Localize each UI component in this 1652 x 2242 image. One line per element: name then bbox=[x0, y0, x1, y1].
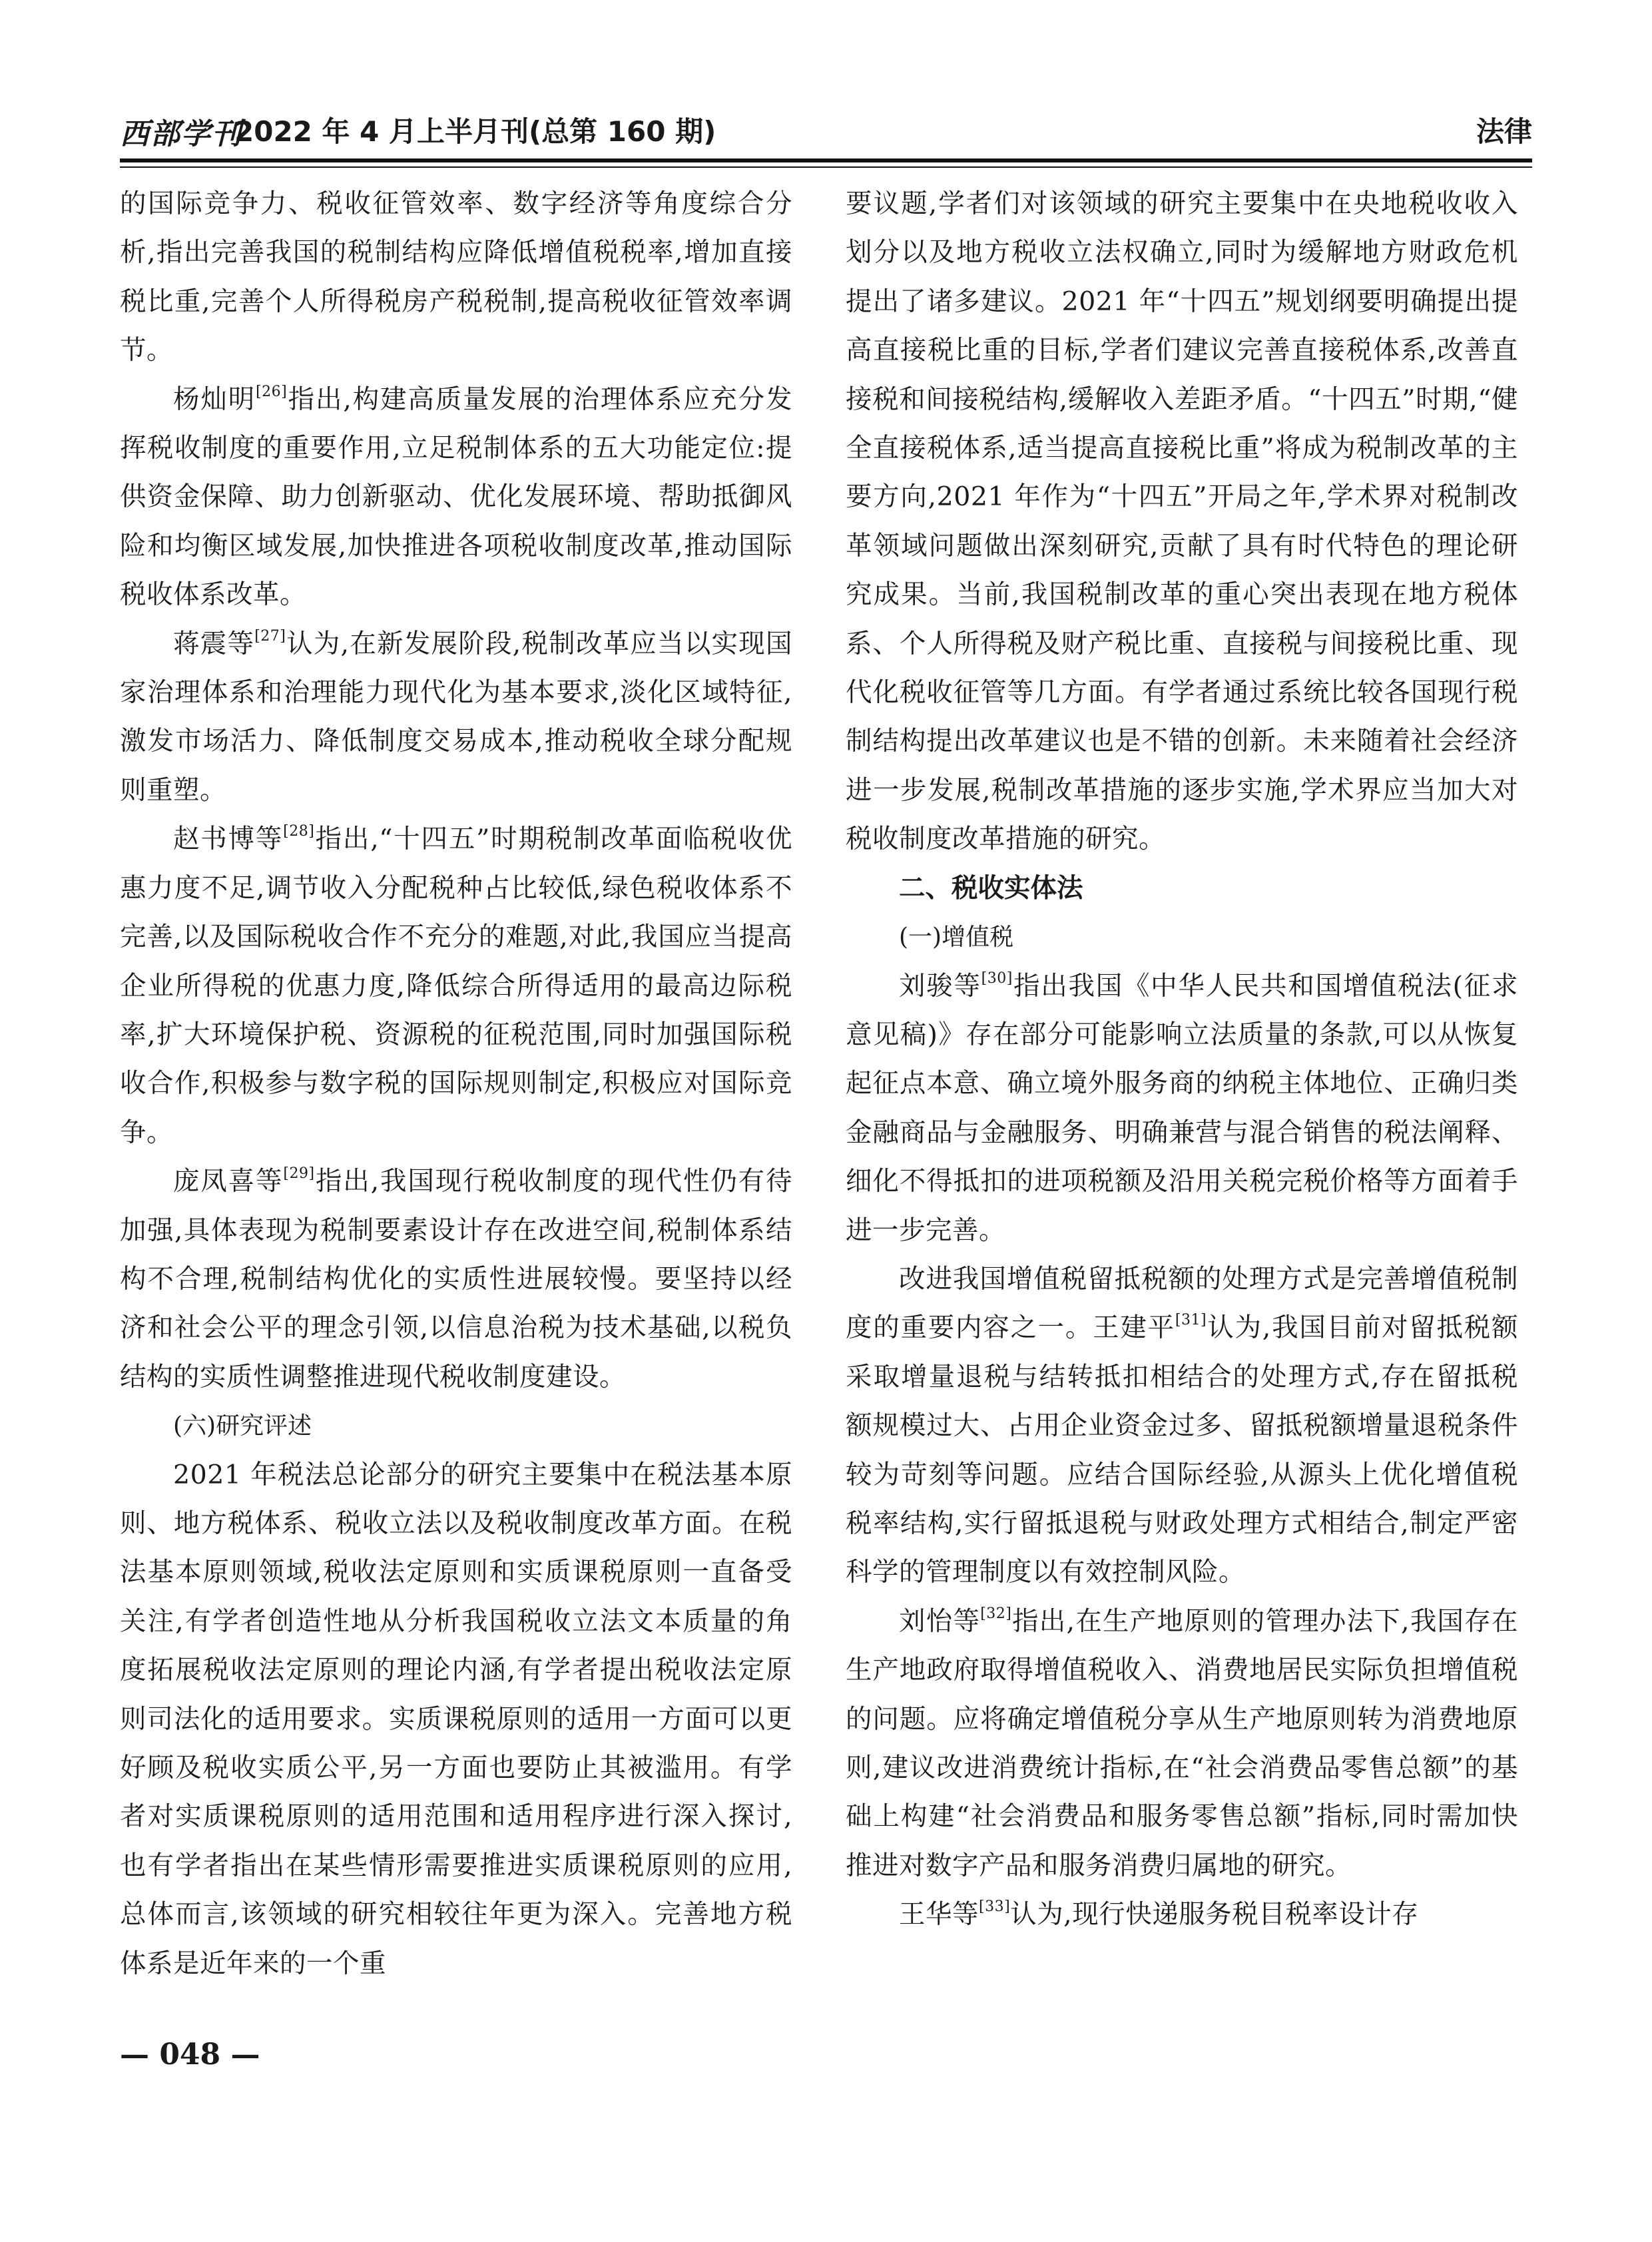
paragraph-text: 指出我国《中华人民共和国增值税法(征求意见稿)》存在部分可能影响立法质量的条款,可以从恢复起征点本意、确立境外服务商的纳税主体地位、正确归类金融商品与金融服务、明确兼营与混合销售的税法阐释、细化不得抵扣的进项税额及沿用关税完税价格等方面着手进一步完善。 bbox=[846, 970, 1518, 1246]
citation-ref: [30] bbox=[981, 970, 1013, 987]
paragraph-text: 指出,“十四五”时期税制改革面临税收优惠力度不足,调节收入分配税种占比较低,绿色税收体系不完善,以及国际税收合作不充分的难题,对此,我国应当提高企业所得税的优惠力度,降低综合所得适用的最高边际税率,扩大环境保护税、资源税的征税范围,同时加强国际税收合作,积极参与数字税的国际规则制定,积极应对国际竞争。 bbox=[120, 824, 793, 1148]
citation-ref: [26] bbox=[256, 383, 288, 400]
left-column bbox=[120, 180, 792, 1988]
cited-author: 王华等 bbox=[899, 1899, 979, 1930]
paragraph bbox=[846, 1890, 1518, 1939]
paragraph bbox=[120, 1157, 792, 1402]
paragraph-text: 指出,我国现行税收制度的现代性仍有待加强,具体表现为税制要素设计存在改进空间,税制体系结构不合理,税制结构优化的实质性进展较慢。要坚持以经济和社会公平的理念引领,以信息治税为技术基础,以税负结构的实质性调整推进现代税收制度建设。 bbox=[120, 1166, 793, 1392]
citation-ref: [28] bbox=[283, 823, 315, 840]
paragraph-text: 认为,现行快递服务税目税率设计存 bbox=[1010, 1899, 1419, 1930]
paragraph bbox=[120, 815, 792, 1157]
paragraph bbox=[120, 376, 792, 620]
subsection-heading: (一)增值税 bbox=[899, 924, 1014, 952]
citation-ref: [33] bbox=[979, 1898, 1011, 1916]
paragraph-text: 认为,我国目前对留抵税额采取增量退税与结转抵扣相结合的处理方式,存在留抵税额规模过大、占用企业资金过多、留抵税额增量退税条件较为苛刻等问题。应结合国际经验,从源头上优化增值税税率结构,实行留抵退税与财政处理方式相结合,制定严密科学的管理制度以有效控制风险。 bbox=[846, 1312, 1519, 1588]
paragraph bbox=[846, 1255, 1518, 1597]
citation-ref: [32] bbox=[980, 1605, 1012, 1622]
right-column bbox=[846, 180, 1518, 1940]
cited-author: 庞凤喜等 bbox=[173, 1166, 284, 1197]
cited-author: 刘骏等 bbox=[899, 970, 981, 1001]
issue-info: 2022 年 4 月上半月刊(总第 160 期) bbox=[234, 115, 716, 148]
section-heading: 二、税收实体法 bbox=[899, 872, 1083, 904]
cited-author: 杨灿明 bbox=[173, 384, 256, 415]
paragraph-text: 认为,在新发展阶段,税制改革应当以实现国家治理体系和治理能力现代化为基本要求,淡化区域特征,激发市场活力、降低制度交易成本,推动税收全球分配规则重塑。 bbox=[120, 628, 792, 806]
paragraph bbox=[120, 620, 792, 816]
header-rule-thin bbox=[120, 166, 1532, 168]
paragraph: 的国际竞争力、税收征管效率、数字经济等角度综合分析,指出完善我国的税制结构应降低增值税税率,增加直接税比重,完善个人所得税房产税税制,提高税收征管效率调节。 bbox=[120, 188, 792, 366]
section-name: 法律 bbox=[1476, 115, 1532, 148]
paragraph bbox=[846, 962, 1518, 1255]
journal-logo: 西部学刊 bbox=[120, 117, 242, 151]
paragraph-text: 指出,构建高质量发展的治理体系应充分发挥税收制度的重要作用,立足税制体系的五大功能定位:提供资金保障、助力创新驱动、优化发展环境、帮助抵御风险和均衡区域发展,加快推进各项税收制度改革,推动国际税收体系改革。 bbox=[120, 384, 792, 611]
subsection-heading: (六)研究评述 bbox=[173, 1412, 312, 1440]
cited-author: 赵书博等 bbox=[173, 824, 284, 855]
citation-ref: [29] bbox=[283, 1165, 315, 1183]
cited-author: 刘怡等 bbox=[899, 1605, 981, 1637]
paragraph: 2021 年税法总论部分的研究主要集中在税法基本原则、地方税体系、税收立法以及税收制度改革方面。在税法基本原则领域,税收法定原则和实质课税原则一直备受关注,有学者创造性地从分析我国税收立法文本质量的角度拓展税收法定原则的理论内涵,有学者提出税收法定原则司法化的适用要求。实质课税原则的适用一方面可以更好顾及税收实质公平,另一方面也要防止其被滥用。有学者对实质课税原则的适用范围和适用程序进行深入探讨,也有学者指出在某些情形需要推进实质课税原则的应用,总体而言,该领域的研究相较往年更为深入。完善地方税体系是近年来的一个重 bbox=[120, 1459, 792, 1979]
running-header bbox=[120, 110, 1532, 163]
citation-ref: [31] bbox=[1175, 1312, 1207, 1329]
paragraph: 要议题,学者们对该领域的研究主要集中在央地税收收入划分以及地方税收立法权确立,同时为缓解地方财政危机提出了诸多建议。2021 年“十四五”规划纲要明确提出提高直接税比重的目标,学者们建议完善直接税体系,改善直接税和间接税结构,缓解收入差距矛盾。“十四五”时期,“健全直接税体系,适当提高直接税比重”将成为税制改革的主要方向,2021 年作为“十四五”开局之年,学术界对税制改革领域问题做出深刻研究,贡献了具有时代特色的理论研究成果。当前,我国税制改革的重心突出表现在地方税体系、个人所得税及财产税比重、直接税与间接税比重、现代化税收征管等几方面。有学者通过系统比较各国现行税制结构提出改革建议也是不错的创新。未来随着社会经济进一步发展,税制改革措施的逐步实施,学术界应当加大对税收制度改革措施的研究。 bbox=[846, 188, 1518, 855]
paragraph-text: 指出,在生产地原则的管理办法下,我国存在生产地政府取得增值税收入、消费地居民实际负担增值税的问题。应将确定增值税分享从生产地原则转为消费地原则,建议改进消费统计指标,在“社会消费品零售总额”的基础上构建“社会消费品和服务零售总额”指标,同时需加快推进对数字产品和服务消费归属地的研究。 bbox=[846, 1605, 1518, 1881]
cited-author: 蒋震等 bbox=[173, 628, 255, 659]
citation-ref: [27] bbox=[254, 627, 286, 645]
paragraph-text: 改进我国增值税留抵税额的处理方式是完善增值税制度的重要内容之一。王建平 bbox=[846, 1263, 1518, 1344]
paragraph bbox=[846, 1597, 1518, 1890]
header-rule-thick bbox=[120, 158, 1532, 162]
page-number: — 048 — bbox=[120, 2038, 260, 2072]
